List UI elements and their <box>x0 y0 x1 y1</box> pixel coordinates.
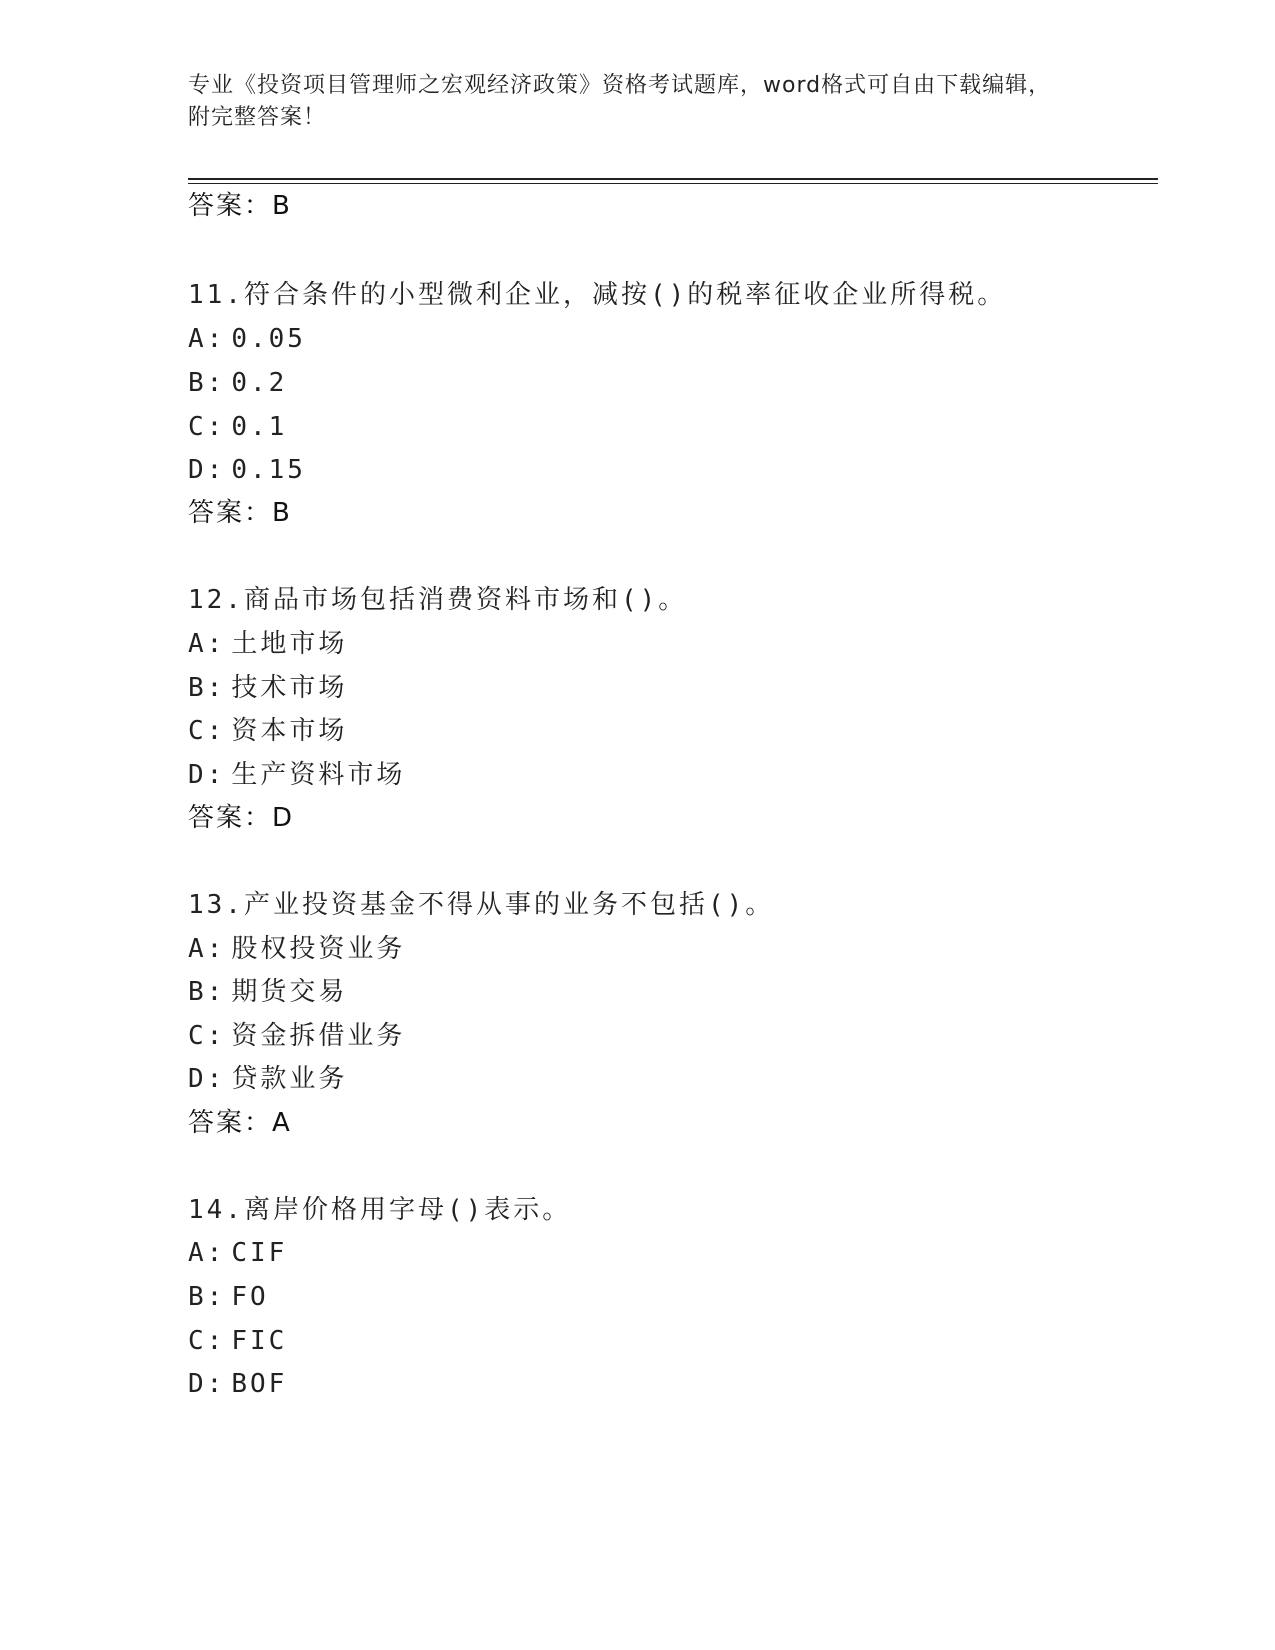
option-b <box>188 366 287 400</box>
option-c <box>188 714 347 748</box>
answer-line: 答案：A <box>188 1108 292 1138</box>
option-a <box>188 932 405 966</box>
option-letter: D <box>188 1064 207 1094</box>
option-letter: B <box>188 977 207 1007</box>
option-separator: : <box>206 934 226 964</box>
option-separator: : <box>206 1326 226 1356</box>
option-letter: A <box>188 934 207 964</box>
option-text: BOF <box>231 1369 288 1399</box>
answer-line: 答案：B <box>188 191 292 221</box>
option-letter: D <box>188 455 207 485</box>
option-letter: B <box>188 673 207 703</box>
option-letter: D <box>188 760 207 790</box>
option-a <box>188 322 306 356</box>
option-b <box>188 671 347 705</box>
option-separator: : <box>206 673 226 703</box>
answer-line: 答案：B <box>188 498 292 528</box>
option-text: FO <box>231 1282 269 1312</box>
option-letter: C <box>188 1326 207 1356</box>
option-separator: : <box>206 1021 226 1051</box>
option-separator: : <box>206 412 226 442</box>
option-separator: : <box>206 1064 226 1094</box>
option-text: 土地市场 <box>231 629 348 659</box>
option-separator: : <box>206 760 226 790</box>
option-letter: B <box>188 1282 207 1312</box>
option-text: 0.1 <box>231 412 288 442</box>
question-stem: 14.离岸价格用字母()表示。 <box>188 1195 572 1225</box>
option-separator: : <box>206 1282 226 1312</box>
question-stem: 12.商品市场包括消费资料市场和()。 <box>188 585 688 615</box>
option-text: 0.05 <box>231 324 306 354</box>
option-separator: : <box>206 629 226 659</box>
option-separator: : <box>206 716 226 746</box>
option-text: 资本市场 <box>231 716 348 746</box>
option-text: 技术市场 <box>231 673 348 703</box>
option-d <box>188 453 306 487</box>
option-text: 股权投资业务 <box>231 934 406 964</box>
header-rule-thick <box>188 178 1158 180</box>
header-rule-thin <box>188 183 1158 184</box>
option-b <box>188 1280 269 1314</box>
question-stem: 13.产业投资基金不得从事的业务不包括()。 <box>188 890 775 920</box>
option-text: 0.2 <box>231 368 288 398</box>
option-text: 资金拆借业务 <box>231 1021 406 1051</box>
document-header: 专业《投资项目管理师之宏观经济政策》资格考试题库，word格式可自由下载编辑，附完整答案！ <box>188 73 1052 130</box>
option-separator: : <box>206 455 226 485</box>
option-letter: A <box>188 324 207 354</box>
option-a <box>188 627 347 661</box>
option-d <box>188 758 405 792</box>
option-separator: : <box>206 977 226 1007</box>
option-separator: : <box>206 368 226 398</box>
option-c <box>188 1324 287 1358</box>
option-letter: C <box>188 1021 207 1051</box>
option-text: CIF <box>231 1238 288 1268</box>
question-stem: 11.符合条件的小型微利企业，减按()的税率征收企业所得税。 <box>188 280 1007 310</box>
option-b <box>188 975 347 1009</box>
option-letter: C <box>188 412 207 442</box>
answer-line: 答案：D <box>188 803 295 833</box>
option-letter: A <box>188 629 207 659</box>
option-text: 期货交易 <box>231 977 348 1007</box>
option-letter: A <box>188 1238 207 1268</box>
option-text: 贷款业务 <box>231 1064 348 1094</box>
option-separator: : <box>206 1369 226 1399</box>
option-d <box>188 1062 347 1096</box>
option-text: 生产资料市场 <box>231 760 406 790</box>
option-c <box>188 1019 405 1053</box>
option-a <box>188 1236 287 1270</box>
option-letter: B <box>188 368 207 398</box>
option-text: 0.15 <box>231 455 306 485</box>
option-separator: : <box>206 324 226 354</box>
option-separator: : <box>206 1238 226 1268</box>
option-c <box>188 410 287 444</box>
option-letter: D <box>188 1369 207 1399</box>
option-letter: C <box>188 716 207 746</box>
option-d <box>188 1367 287 1401</box>
option-text: FIC <box>231 1326 288 1356</box>
